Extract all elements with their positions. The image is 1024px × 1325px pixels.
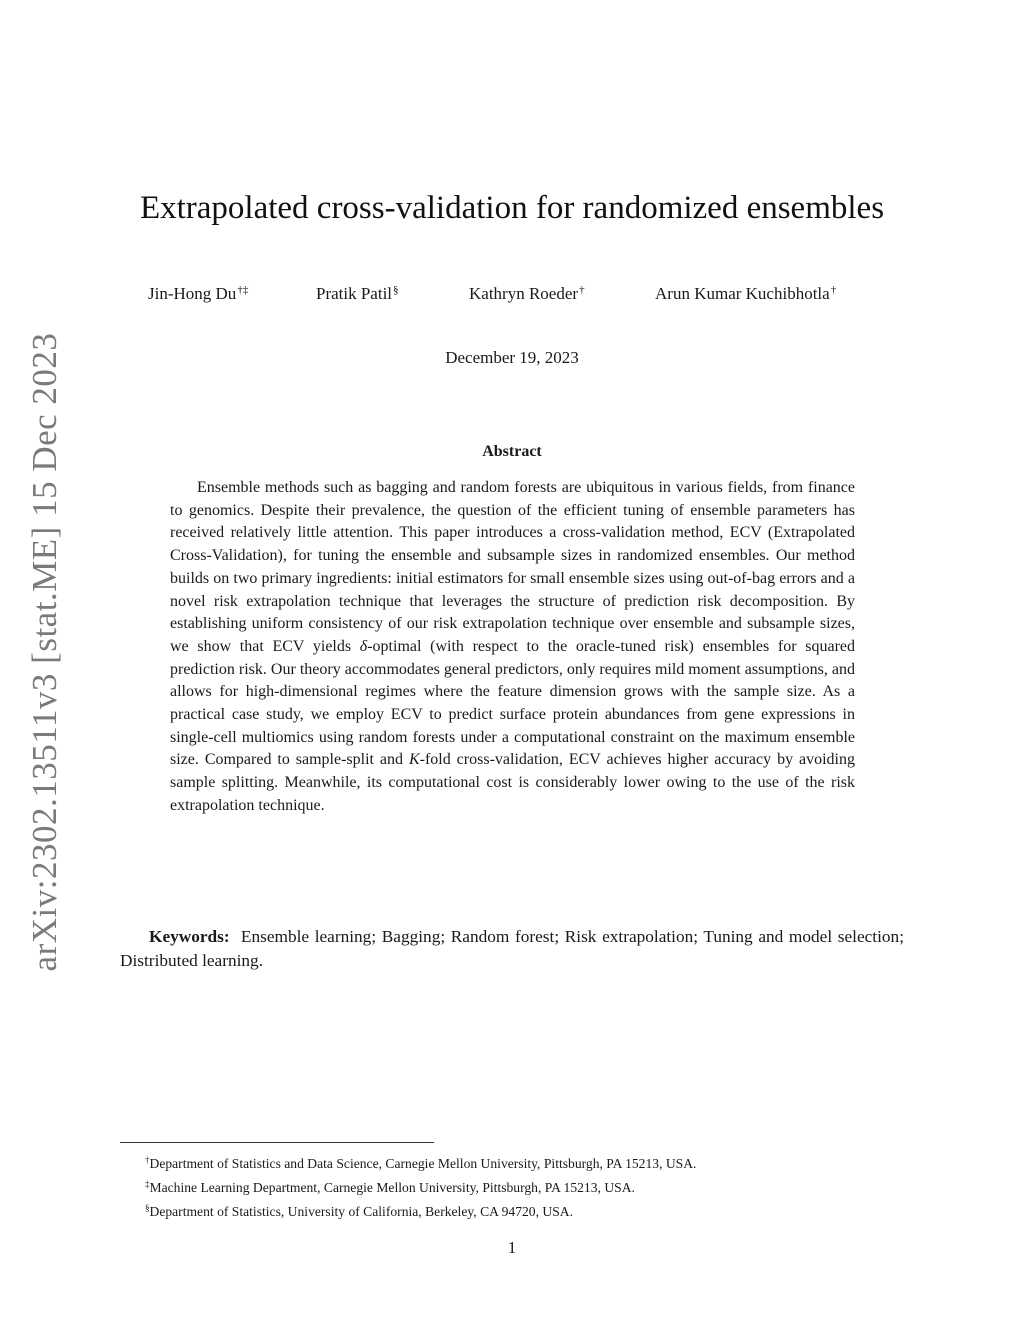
footnote-mark: † [145,1155,150,1165]
author-name: Jin-Hong Du [148,284,237,303]
footnote [145,1150,925,1174]
keywords [120,925,904,973]
author-name: Pratik Patil [316,284,393,303]
keywords-text: Ensemble learning; Bagging; Random forest; Risk extrapolation; Tuning and model selection; Distributed learning. [120,927,904,970]
author-affiliation-marks: † [830,284,837,296]
author [469,284,585,304]
author [316,284,399,304]
author [655,284,836,304]
footnote-text: Machine Learning Department, Carnegie Mellon University, Pittsburgh, PA 15213, USA. [149,1180,635,1195]
author-affiliation-marks: † [579,284,585,296]
abstract-part-3: -fold cross-validation, ECV achieves higher accuracy by avoiding sample splitting. Meanwhile, its computational cost is considerably lower owing to the use of the risk extrapolation technique. [170,751,855,814]
footnote-mark: ‡ [145,1179,150,1189]
footnote-text: Department of Statistics and Data Science, Carnegie Mellon University, Pittsburgh, PA 15213, USA. [149,1156,697,1171]
abstract-text [170,477,855,818]
author-name: Kathryn Roeder [469,284,579,303]
author [148,284,248,304]
paper-title: Extrapolated cross-validation for randomized ensembles [139,190,885,226]
footnotes [145,1150,925,1222]
author-affiliation-marks: § [393,284,399,296]
abstract-heading: Abstract [482,443,542,460]
page-number: 1 [507,1238,517,1257]
abstract-part-1: Ensemble methods such as bagging and random forests are ubiquitous in various fields, from finance to genomics. Despite their prevalence, the question of the efficient tuning of ensemble parameters has received relatively little attention. This paper introduces a cross-validation method, ECV (Extrapolated Cross-Validation), for tuning the ensemble and subsample sizes in randomized ensembles. Our method builds on two primary ingredients: initial estimators for small ensemble sizes using out-of-bag errors and a novel risk extrapolation technique that leverages the structure of prediction risk decomposition. By establishing uniform consistency of our risk extrapolation technique over ensemble and subsample sizes, we show that ECV yields [170,479,855,655]
keywords-label: Keywords: [149,927,230,946]
paper-date: December 19, 2023 [445,348,579,367]
footnote-mark: § [145,1203,150,1213]
author-name: Arun Kumar Kuchibhotla [655,284,830,303]
delta-symbol: δ [359,637,368,655]
abstract-part-2: -optimal (with respect to the oracle-tuned risk) ensembles for squared prediction risk. Our theory accommodates general predictors, only requires mild moment assumptions, and allows for high-dimensional regimes where the feature dimension grows with the sample size. As a practical case study, we employ ECV to predict surface protein abundances from gene expressions in single-cell multiomics using random forests under a computational constraint on the maximum ensemble size. Compared to sample-split and [170,637,856,769]
footnote-text: Department of Statistics, University of California, Berkeley, CA 94720, USA. [149,1204,573,1219]
author-affiliation-marks: †‡ [237,284,249,296]
k-symbol: K [408,751,420,769]
arxiv-identifier: arXiv:2302.13511v3 [stat.ME] 15 Dec 2023 [25,332,64,972]
footnote [145,1198,925,1222]
footnote-divider [120,1142,434,1143]
footnote [145,1174,925,1198]
author-list [0,284,1024,308]
